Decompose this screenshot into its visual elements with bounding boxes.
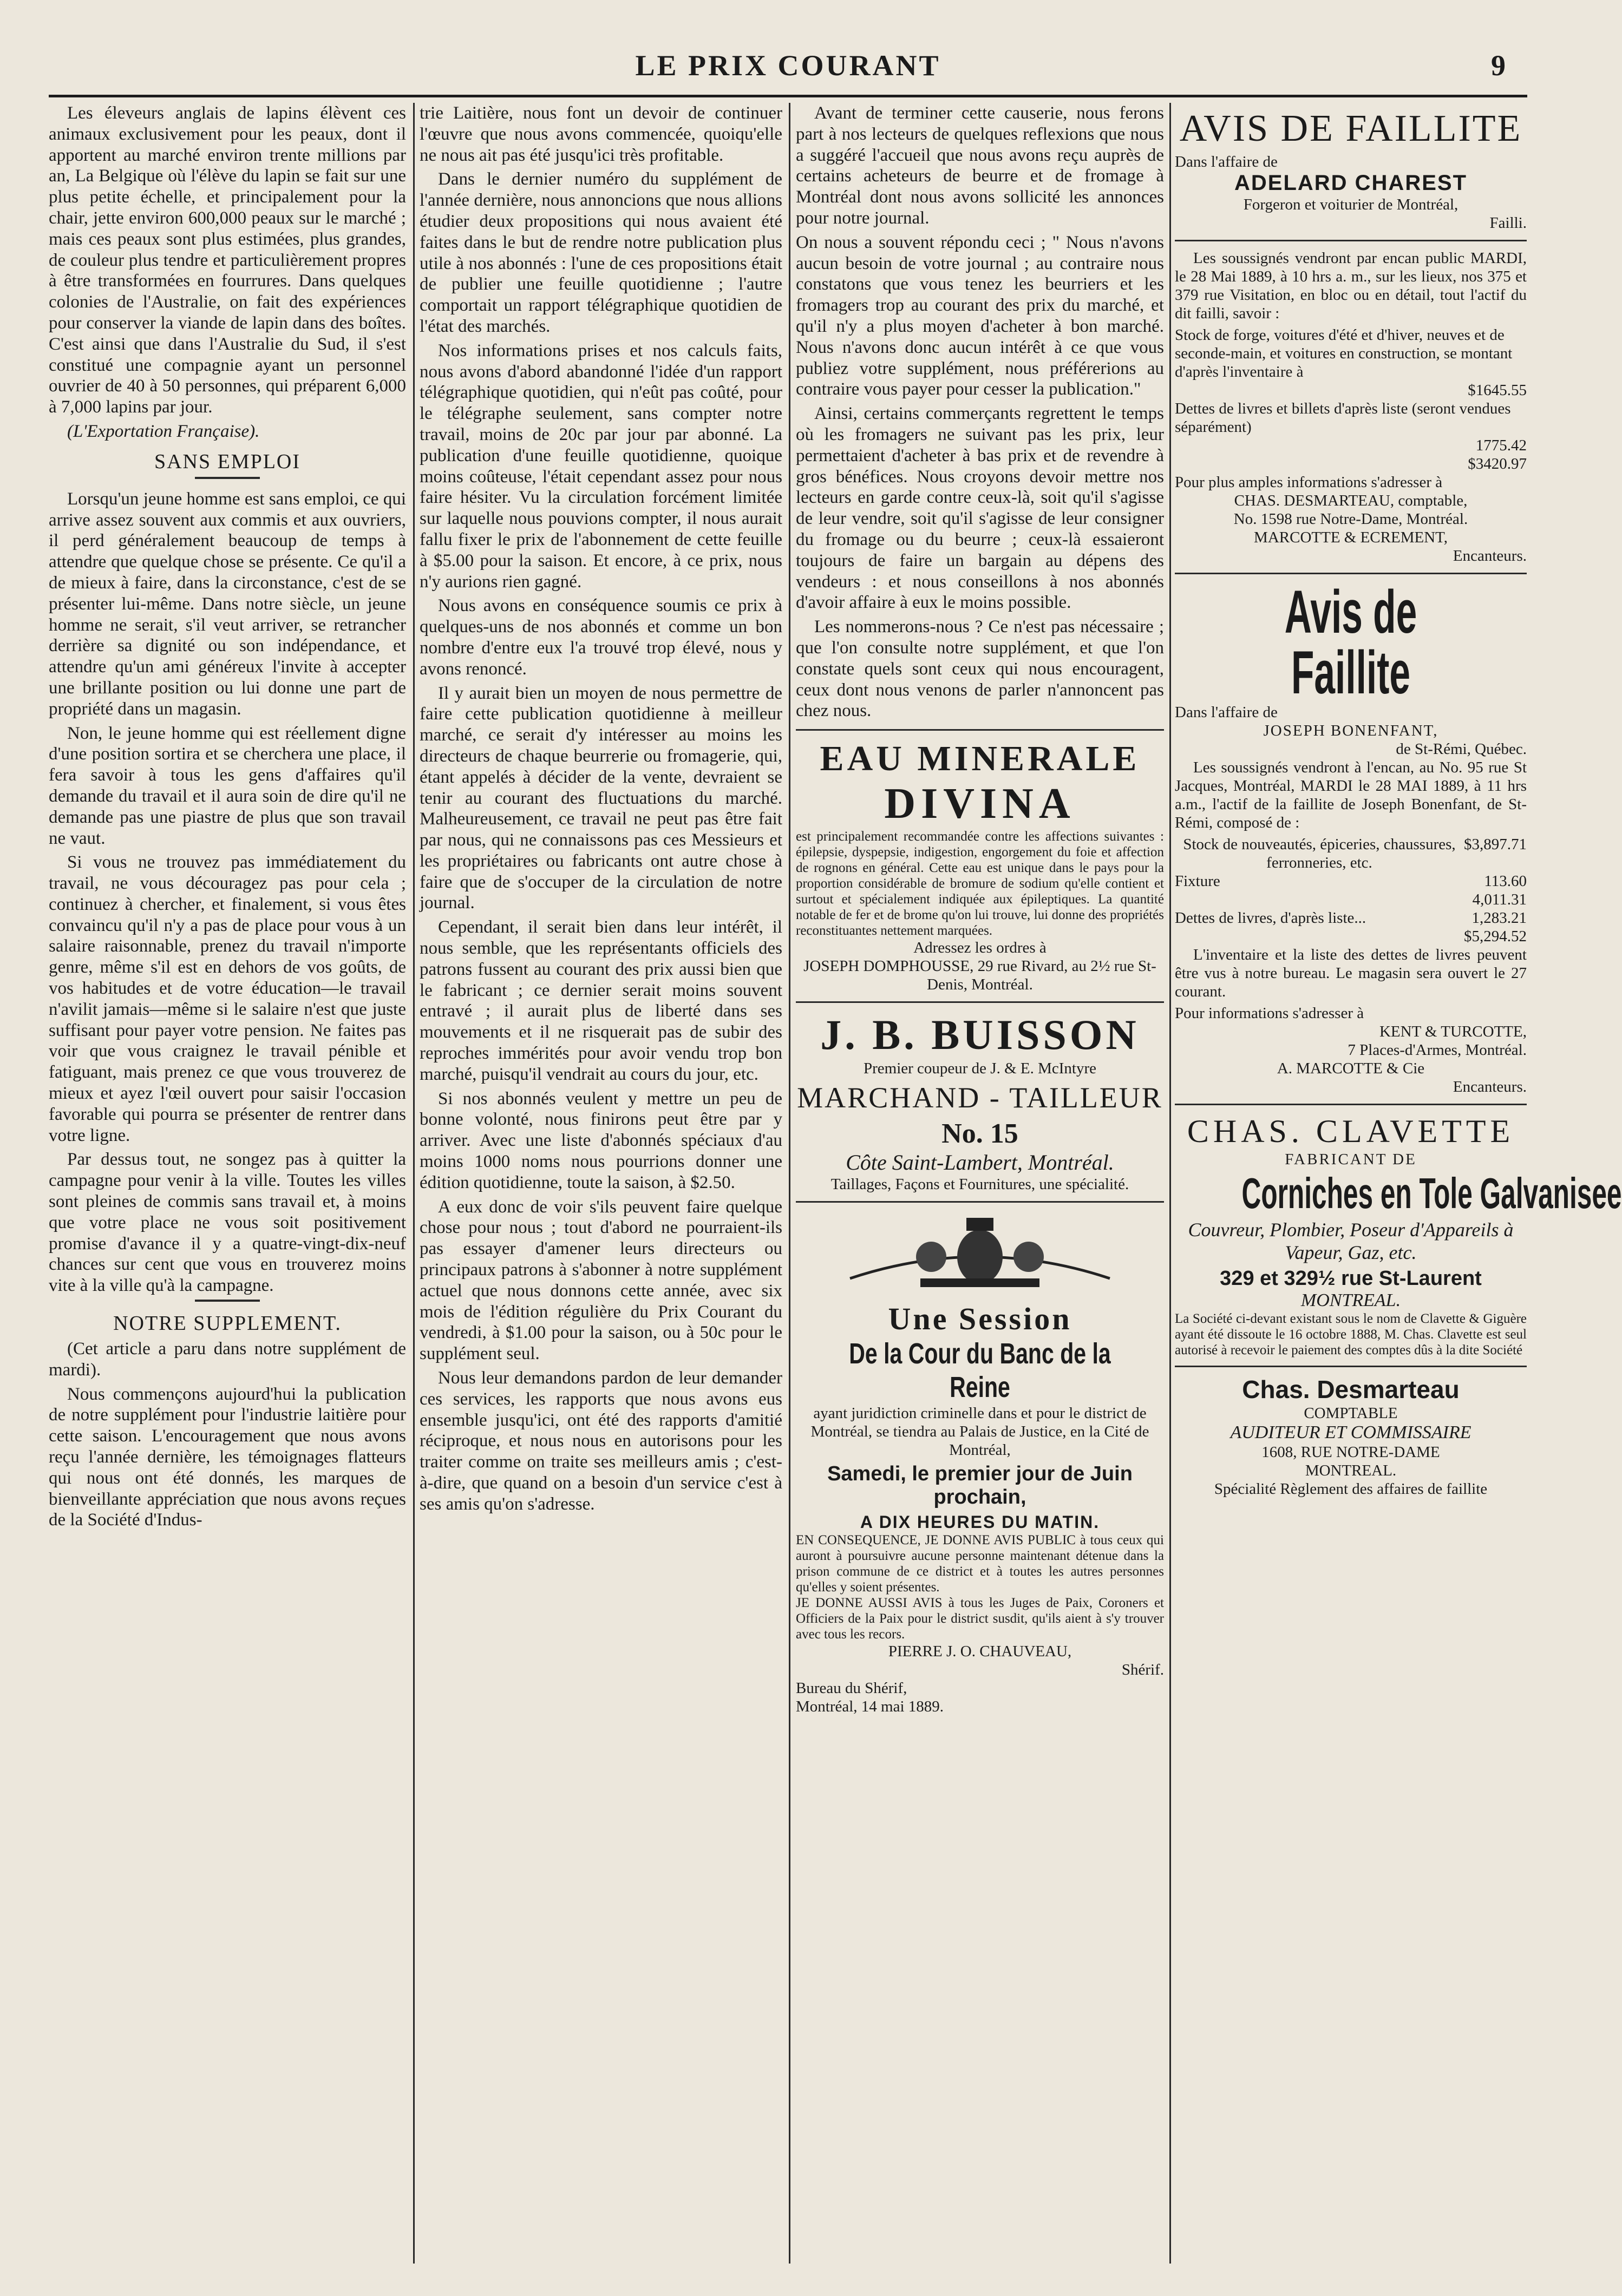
article-lapins: Les éleveurs anglais de lapins élèvent ces animaux exclusivement pour les peaux, dont il apportent au marché environ trente millions par an, La Belgique où l'élève du lapin se fait sur une plus petite échelle, et principalement pour la chair, jette environ 600,000 peaux sur le marché ; mais ces peaux sont plus estimées, plus grandes, de couleur plus tendre et particulièrement propres à être transformées en fourrures. Dans quelques colonies de l'Australie, on fait des expériences pour conserver la viande de lapin dans des boîtes. C'est ainsi que dans l'Australie du Sud, il s'est constitué une compagnie ayant un personnel ouvrier de 40 à 50 personnes, qui préparent 6,000 à 7,000 lapins par jour. [49, 103, 406, 417]
notice-contact-address: 7 Places-d'Armes, Montréal. [1348, 1041, 1527, 1059]
notice-dettes: Dettes de livres et billets d'après liste (seront vendues séparément) [1175, 400, 1511, 436]
column-2 [420, 103, 782, 2264]
ad-place-date: Montréal, 14 mai 1889. [796, 1698, 944, 1716]
paragraph: Lorsqu'un jeune homme est sans emploi, ce qui arrive assez souvent aux commis et aux ouvriers, il perd généralement beaucoup de temps à attendre que quelque chose se présente. Ce qu'il a de mieux à faire, dans la circonstance, c'est de se présenter lui-même. Dans notre siècle, un jeune homme ne serait, s'il veut arriver, se retrancher derrière sa dignité ou son indépendance, et attendre qu'un ami généreux l'invite à accepter une brillante position ou lui donne une part de propriété dans un magasin. [49, 489, 406, 719]
notice-auctioneers-label: Encanteurs. [1453, 547, 1527, 565]
section-ornament [195, 1300, 260, 1302]
ad-address: 329 et 329½ rue St-Laurent [1220, 1267, 1482, 1290]
ad-signature-role: Shérif. [1121, 1661, 1164, 1679]
ad-subtitle: FABRICANT DE [1285, 1151, 1417, 1168]
ad-brand: DIVINA [884, 780, 1076, 828]
ad-signature: PIERRE J. O. CHAUVEAU, [888, 1643, 1072, 1661]
ad-divider [796, 1201, 1164, 1203]
column-3 [796, 103, 1164, 2264]
paragraph: Non, le jeune homme qui est réellement digne d'une position sortira et se cherchera une place, il fera savoir à tous les gens d'affaires qu'il demande du travail et il aura soin de dire qu'il ne demande pas une piastre de plus que son travail ne vaut. [49, 723, 406, 848]
ad-subtitle: AUDITEUR ET COMMISSAIRE [1230, 1422, 1471, 1442]
ad-subtitle: COMPTABLE [1304, 1405, 1398, 1422]
ad-divider [1175, 1104, 1527, 1105]
ad-profession: MARCHAND - TAILLEUR [797, 1081, 1163, 1114]
paragraph: trie Laitière, nous font un devoir de continuer l'œuvre que nous avons commencée, quoiqu'elle ne nous ait pas été jusqu'ici très profitable. [420, 103, 782, 165]
notice-name: ADELARD CHAREST [1234, 171, 1467, 195]
ad-eau-minerale [796, 738, 1164, 994]
notice-faillite-bonenfant [1175, 578, 1527, 1096]
ad-divider [1175, 1366, 1527, 1367]
notice-subtotal: 4,011.31 [1472, 891, 1527, 908]
notice-amount: 1,283.21 [1471, 909, 1527, 927]
column-4 [1175, 103, 1622, 2264]
notice-failli: Failli. [1489, 214, 1527, 232]
column-1 [49, 103, 406, 2264]
paragraph: On nous a souvent répondu ceci ; " Nous n'avons aucun besoin de votre journal ; au contraire nous constatons que vous tenez les beurriers et les fromagers trop au courant des prix du marché, et qu'il n'y a plus moyen d'acheter à bon marché. Nous n'avons donc aucun intérêt à ce que vous publiez votre supplément, nous préférerions au contraire vous payer pour cesser la publication." [796, 232, 1164, 399]
paragraph: A eux donc de voir s'ils peuvent faire quelque chose pour nous ; tout d'abord ne pourraient-ils pas essayer d'amener leurs directeurs ou principaux patrons à s'abonner à notre supplément actuel que nous donnons cette année, avec six mois de l'édition régulière du Prix Courant du vendredi, à $1.00 pour la saison, ou à 50c pour le supplément seul. [420, 1197, 782, 1364]
notice-amount: 1775.42 [1475, 437, 1527, 454]
ad-text: Taillages, Façons et Fournitures, une spécialité. [830, 1176, 1129, 1193]
ad-city: MONTREAL. [1305, 1462, 1397, 1479]
ad-subtitle: Premier coupeur de J. & E. McIntyre [863, 1060, 1097, 1078]
ad-address: 1608, RUE NOTRE-DAME [1261, 1444, 1440, 1461]
ad-brand: Chas. Desmarteau [1242, 1375, 1460, 1403]
ad-address: JOSEPH DOMPHOUSSE, 29 rue Rivard, au 2½ rue St-Denis, Montréal. [803, 957, 1156, 994]
notice-contact-address: No. 1598 rue Notre-Dame, Montréal. [1233, 510, 1468, 528]
ad-buisson [796, 1011, 1164, 1193]
ad-text: La Société ci-devant existant sous le nom de Clavette & Giguère ayant été dissoute le 16 octobre 1888, M. Chas. Clavette est seul autorisé à recevoir le paiement des comptes dûs à la dite Société [1175, 1311, 1527, 1357]
ad-session [796, 1210, 1164, 1716]
notice-line [1175, 909, 1527, 927]
ad-desmarteau [1175, 1375, 1527, 1498]
ad-title: EAU MINERALE [820, 739, 1140, 779]
page-title: LE PRIX COURANT [635, 49, 941, 82]
page-header [49, 38, 1527, 97]
ad-divider [796, 729, 1164, 731]
ad-title: Une Session [888, 1301, 1072, 1337]
ad-divider [796, 1001, 1164, 1003]
notice-title: Avis de Faillite [1284, 578, 1417, 706]
paragraph: Si vous ne trouvez pas immédiatement du travail, ne vous découragez pas pour cela ; continuez à chercher, et finalement, si vous êtes convaincu qu'il n'y a pas de place pour vous à un salaire raisonnable, prenez du travail n'importe genre, même s'il est en dehors de vos goûts, de vos habitudes et de votre éducation—le travail n'avilit jamais—même si le salaire n'est que juste suffisant pour payer votre pension. Ne faites pas voir que vous craignez le travail pénible et fatiguant, mais prenez ce que vous trouverez de mieux et ayez l'œil ouvert pour saisir l'occasion favorable qui pourra se présenter de rentrer dans votre ligne. [49, 852, 406, 1145]
notice-text: Les soussignés vendront par encan public MARDI, le 28 Mai 1889, à 10 hrs a. m., sur les lieux, nos 375 et 379 rue Visitation, en bloc ou en détail, tout l'actif du dit failli, savoir : [1175, 250, 1527, 322]
paragraph: Ainsi, certains commerçants regrettent le temps où les fromagers ne suivant pas les prix, leur permettaient d'acheter à bas prix et de revendre à gros bénéfices. Nous croyons devoir mettre nos lecteurs en garde contre ceux-là, soit qu'il s'agisse de leur vendre, soit qu'il s'agisse de leur consigner du fromage ou du beurre ; ceux-là essaieront toujours de faire un bargain au dépens des vendeurs : et nous conseillons à nos abonnés d'avoir affaire à eux le moins possible. [796, 404, 1164, 613]
ad-brand: J. B. BUISSON [820, 1011, 1140, 1059]
ad-hour: A DIX HEURES DU MATIN. [860, 1512, 1100, 1532]
ad-number: No. 15 [941, 1118, 1018, 1150]
ad-brand: CHAS. CLAVETTE [1187, 1113, 1515, 1149]
paragraph: Cependant, il serait bien dans leur intérêt, il nous semble, que les représentants officiels des patrons fussent au courant des prix aussi bien que le fabricant ; ce dernier serait moins souvent entravé ; il aurait plus de liberté dans ses mouvements et il ne risquerait pas de subir des reproches immérités pour avoir vendu trop bon marché, puisqu'il vendrait au cours du jour, etc. [420, 917, 782, 1084]
ad-text: est principalement recommandée contre les affections suivantes : épilepsie, dyspepsie, indigestion, engorgement du foie et affection de rognons en général. Cette eau est unique dans le pays pour la proportion considérable de bromure de sodium qu'elle contient et surtout et spécialement indiquée aux épileptiques. La quantité notable de fer et de brome qu'on lui trouve, lui donne des propriétés reconstituantes nettement marquées. [796, 829, 1164, 939]
notice-trade: Forgeron et voiturier de Montréal, [1243, 196, 1459, 213]
notice-text: L'inventaire et la liste des dettes de livres peuvent être vus à notre bureau. Le magasin sera ouvert le 27 courant. [1175, 946, 1527, 1000]
column-divider [413, 103, 415, 2264]
column-divider [789, 103, 790, 2264]
notice-line [1175, 872, 1527, 890]
notice-label: Dans l'affaire de [1175, 704, 1278, 721]
notice-faillite-charest [1175, 107, 1527, 565]
notice-total: $5,294.52 [1464, 928, 1527, 945]
notice-amount: $1645.55 [1468, 382, 1527, 399]
notice-amount: $3,897.71 [1464, 836, 1527, 853]
paragraph: Avant de terminer cette causerie, nous ferons part à nos lecteurs de quelques reflexions que nous a suggéré l'accueil que nous avons reçu auprès de certains acheteurs de beurre et de fromage à Montréal dont nous avons sollicité les annonces pour notre journal. [796, 103, 1164, 228]
notice-stock: Stock de forge, voitures d'été et d'hiver, neuves et de seconde-main, et voitures en construction, se montant d'après l'inventaire à [1175, 326, 1513, 381]
article-source: (L'Exportation Française). [67, 421, 260, 441]
paragraph: Il y aurait bien un moyen de nous permettre de faire cette publication quotidienne à meilleur marché, ce serait d'y intéresser au moins les directeurs de chaque beurrerie ou fromagerie, qui, étant appelés à décider de la vente, devraient se tenir au courant des fluctuations du marché. Malheureusement, ce travail ne peut pas être fait par nous, qui ne connaissons pas ces Messieurs et les propriétaires ou fabricants ont autre chose à faire que de s'occuper de la circulation de notre journal. [420, 683, 782, 913]
notice-contact-label: Pour informations s'adresser à [1175, 1005, 1364, 1022]
notice-auctioneers: MARCOTTE & ECREMENT, [1254, 529, 1448, 546]
page-number: 9 [1491, 49, 1506, 82]
paragraph: Par dessus tout, ne songez pas à quitter la campagne pour venir à la ville. Toutes les villes sont pleines de commis sans travail et, à moins que votre place ne vous soit positivement promise d'avance il y a quatre-vingt-dix-neuf chances sur cent que vous en trouverez moins vite à la ville qu'à la campagne. [49, 1150, 406, 1296]
paragraph: Si nos abonnés veulent y mettre un peu de bonne volonté, nous finirons peut être par y arriver. Avec une liste d'abonnés spéciaux d'au moins 1000 noms nous pourrions donner une édition quotidienne, toute la saison, à $2.50. [420, 1088, 782, 1192]
notice-dettes: Dettes de livres, d'après liste... [1175, 909, 1366, 927]
ad-product: Corniches en Tole Galvanisee [1241, 1169, 1622, 1217]
ad-address: Côte Saint-Lambert, Montréal. [846, 1150, 1114, 1175]
notice-title: AVIS DE FAILLITE [1179, 108, 1522, 149]
notice-contact: KENT & TURCOTTE, [1379, 1023, 1527, 1040]
heading-ornament [195, 477, 260, 479]
paragraph: Les nommerons-nous ? Ce n'est pas nécessaire ; que l'on consulte notre supplément, et que l'on constate quels sont ceux qui nous encouragent, ceux dont nous venons de parler n'annoncent pas chez nous. [796, 617, 1164, 721]
paragraph: Nous commençons aujourd'hui la publication de notre supplément pour l'industrie laitière pour cette saison. L'encouragement que nous avons reçu l'année dernière, les témoignages flatteurs qui nous ont été donnés, les marques de bienveillante appréciation que nous avons reçues de la Société d'Indus- [49, 1384, 406, 1530]
heading-notre-supplement: NOTRE SUPPLEMENT. [113, 1312, 342, 1335]
ad-date: Samedi, le premier jour de Juin prochain, [827, 1462, 1133, 1509]
notice-name: JOSEPH BONENFANT, [1263, 722, 1438, 739]
ad-clavette [1175, 1113, 1622, 1358]
paragraph: Nous leur demandons pardon de leur demander ces services, les rapports que nous avons eus ensemble jusqu'ici, ont été des rapports d'amitié réciproque, et nous nous en autorisons pour les traiter comme on traite ses meilleurs amis ; c'est-à-dire, que quand on a besoin d'un service c'est à ses amis qu'on s'adresse. [420, 1368, 782, 1514]
notice-contact-label: Pour plus amples informations s'adresser à [1175, 474, 1443, 491]
notice-auctioneers: A. MARCOTTE & Cie [1277, 1060, 1425, 1077]
notice-line [1175, 835, 1527, 872]
notice-label: Dans l'affaire de [1175, 153, 1278, 170]
ad-city: MONTREAL. [1300, 1290, 1401, 1310]
ad-text: JE DONNE AUSSI AVIS à tous les Juges de Paix, Coroners et Officiers de la Paix pour le district susdit, qu'ils aient à s'y trouver avec tous les recors. [796, 1596, 1164, 1642]
ad-text: Spécialité Règlement des affaires de faillite [1214, 1480, 1488, 1498]
notice-stock: Stock de nouveautés, épiceries, chaussures, ferronneries, etc. [1183, 836, 1456, 871]
notice-auctioneers-label: Encanteurs. [1453, 1078, 1527, 1095]
notice-text: Les soussignés vendront à l'encan, au No. 95 rue St Jacques, Montréal, MARDI le 28 MAI 1889, à 11 hrs a.m., l'actif de la faillite de Joseph Bonenfant, de St-Rémi, composé de : [1175, 759, 1527, 831]
notice-rule [1175, 240, 1527, 241]
ad-divider [1175, 573, 1527, 574]
header-rule [49, 95, 1527, 97]
notice-contact: CHAS. DESMARTEAU, comptable, [1234, 492, 1468, 509]
ad-address-label: Adressez les ordres à [913, 939, 1047, 957]
royal-arms-icon [839, 1213, 1121, 1295]
notice-place: de St-Rémi, Québec. [1396, 740, 1527, 758]
ad-subtitle: De la Cour du Banc de la Reine [849, 1337, 1111, 1404]
notice-total: $3420.97 [1468, 455, 1527, 473]
paragraph: Dans le dernier numéro du supplément de l'année dernière, nous annoncions que nous allions étudier deux propositions qui nous avaient été faites dans le but de rendre notre publication plus utile à nos abonnés : l'une de ces propositions était de publier une feuille quotidienne ; l'autre comportait un rapport télégraphique quotidien de l'état des marchés. [420, 169, 782, 336]
paragraph: (Cet article a paru dans notre supplément de mardi). [49, 1339, 406, 1380]
ad-bureau: Bureau du Shérif, [796, 1680, 907, 1697]
column-divider [1169, 103, 1171, 2264]
ad-text: Couvreur, Plombier, Poseur d'Appareils à Vapeur, Gaz, etc. [1188, 1219, 1514, 1263]
ad-text: EN CONSEQUENCE, JE DONNE AVIS PUBLIC à tous ceux qui auront à poursuivre aucune personne maintenant détenue dans la prison commune de ce district et à toutes les autres personnes qu'elles y soient présentes. [796, 1533, 1164, 1595]
notice-amount: 113.60 [1484, 873, 1527, 890]
ad-text: ayant juridiction criminelle dans et pour le district de Montréal, se tiendra au Palais de Justice, en la Cité de Montréal, [810, 1405, 1149, 1459]
paragraph: Nos informations prises et nos calculs faits, nous avons d'abord abandonné l'idée d'un rapport télégraphique quotidien, qui n'eût pas coûté, pour le télégraphe seulement, sans compter notre travail, moins de 20c par jour par abonné. La publication d'une feuille quotidienne, quoique moins coûteuse, l'était cependant assez pour nous faire hésiter. Vu la circulation forcément limitée sur laquelle nous pouvions compter, il nous aurait fallu fixer le prix de l'abonnement de cette feuille à $5.00 pour la saison. Et encore, à ce prix, nous n'y aurions rien gagné. [420, 340, 782, 592]
heading-sans-emploi: SANS EMPLOI [154, 450, 301, 473]
paragraph: Nous avons en conséquence soumis ce prix à quelques-uns de nos abonnés et comme un bon nombre d'entre eux l'a trouvé trop élevé, nous y avons renoncé. [420, 596, 782, 679]
notice-fixture: Fixture [1175, 873, 1220, 890]
